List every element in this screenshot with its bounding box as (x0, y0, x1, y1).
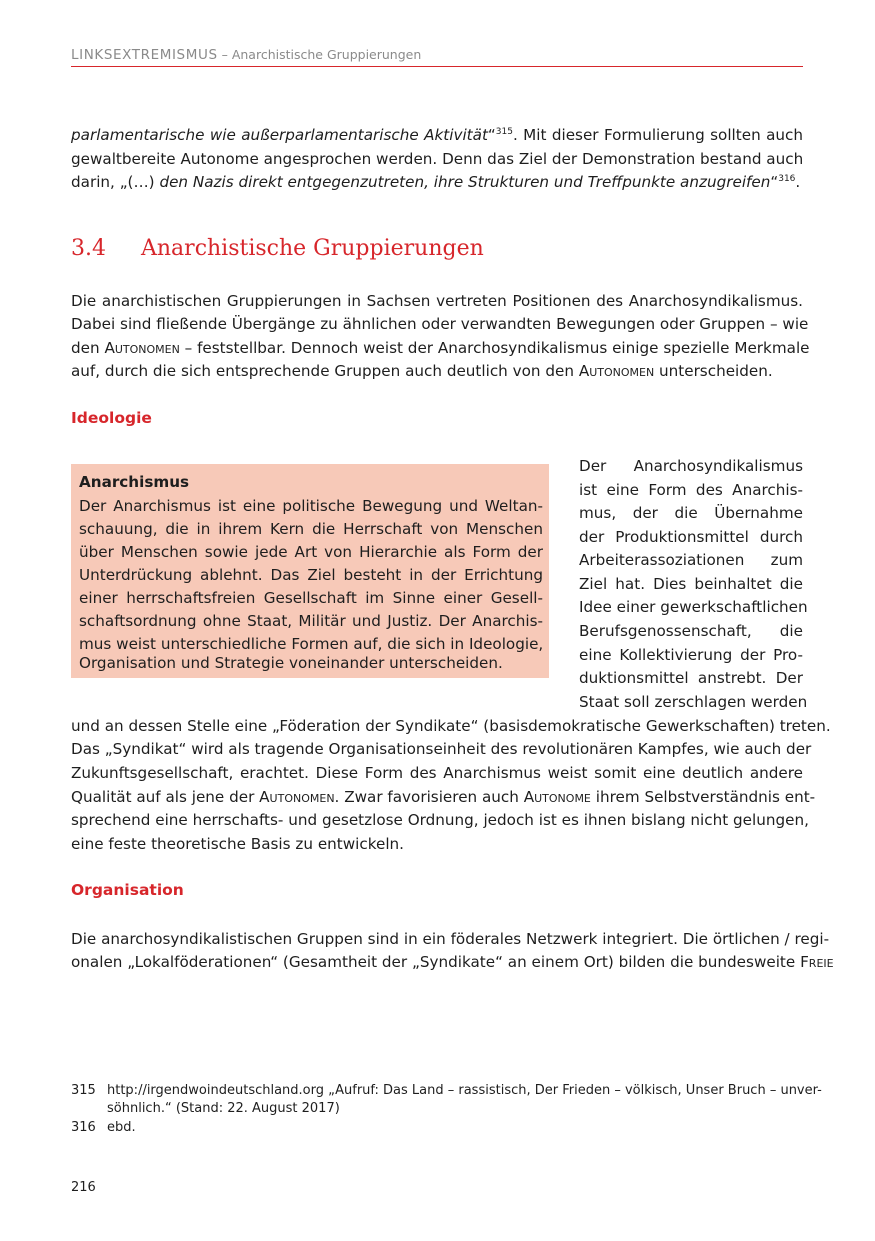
text-line: Die anarchistischen Gruppierungen in Sachsen vertreten Positionen des Anarchosyndikalismus. (71, 292, 803, 310)
section-title: Anarchistische Gruppierungen (141, 236, 484, 261)
text-line: Das „Syndikat“ wird als tragende Organisationseinheit des revolutionären Kampfes, wie auch der (71, 740, 812, 758)
text-line (71, 361, 803, 381)
text-line: duktionsmittel anstrebt. Der (579, 669, 803, 687)
footnote-ref: 316 (778, 174, 796, 184)
definition-line: über Menschen sowie jede Art von Hierarchie als Form der (79, 543, 543, 561)
section-heading (71, 236, 484, 261)
text-run: Qualität auf als jene der (71, 788, 260, 806)
quote-mark: “ (770, 173, 779, 191)
text-run: darin, „(…) (71, 173, 160, 191)
text-line: der Produktionsmittel durch (579, 528, 803, 546)
subheading-organisation: Organisation (71, 881, 184, 899)
text-line (71, 787, 816, 807)
text-line: gewaltbereite Autonome angesprochen werden. Denn das Ziel der Demonstration bestand auch (71, 150, 804, 168)
text-line: Berufsgenossenschaft, die (579, 622, 803, 640)
text-line: sprechend eine herrschafts- und gesetzlose Ordnung, jedoch ist es ihnen bislang nicht gelungen, (71, 811, 809, 829)
term-freie: Freie (800, 953, 834, 971)
text-run: ihrem Selbstverständnis ent- (590, 788, 816, 806)
text-line: Staat soll zerschlagen werden (579, 693, 808, 711)
text-line (71, 952, 834, 972)
definition-line: schauung, die in ihrem Kern die Herrschaft von Menschen (79, 520, 543, 538)
definition-box (71, 464, 549, 678)
term-autonome: Autonomen (259, 788, 335, 806)
text-line: Der Anarchosyndikalismus (579, 457, 803, 475)
definition-line: mus weist unterschiedliche Formen auf, die sich in Ideologie, (79, 635, 544, 653)
header-subtitle: Anarchistische Gruppierungen (231, 47, 422, 62)
text-line (71, 338, 810, 358)
footnote-text: söhnlich.“ (Stand: 22. August 2017) (107, 1101, 340, 1116)
footnote-number: 316 (71, 1120, 96, 1135)
text-run: auf, durch die sich entsprechende Gruppen auch deutlich von den (71, 362, 579, 380)
quote-text: den Nazis direkt entgegenzutreten, ihre Strukturen und Treffpunkte anzugreifen (159, 173, 771, 191)
text-line: Ziel hat. Dies beinhaltet die (579, 575, 803, 593)
quote-mark: “ (487, 126, 496, 144)
text-run: . (795, 173, 801, 191)
header-section: LINKSEXTREMISMUS (71, 47, 218, 63)
text-run: onalen „Lokalföderationen“ (Gesamtheit der „Syndikate“ an einem Ort) bilden die bundesweite (71, 953, 801, 971)
text-line: Zukunftsgesellschaft, erachtet. Diese Form des Anarchismus weist somit eine deutlich andere (71, 764, 803, 782)
text-run: . Mit dieser Formulierung sollten auch (512, 126, 803, 144)
text-run: unterscheiden. (654, 362, 773, 380)
text-line: eine feste theoretische Basis zu entwickeln. (71, 835, 405, 853)
text-line: eine Kollektivierung der Pro- (579, 646, 803, 664)
term-autonome: Autonomen (578, 362, 655, 380)
term-autonome: Autonome (523, 788, 591, 806)
definition-title: Anarchismus (79, 473, 190, 491)
text-line: mus, der die Übernahme (579, 504, 803, 522)
term-autonome: Autonomen (104, 339, 180, 357)
running-header (71, 44, 803, 67)
definition-line: Unterdrückung ablehnt. Das Ziel besteht in der Errichtung (79, 566, 543, 584)
footnote-number: 315 (71, 1083, 96, 1098)
text-run: . Zwar favorisieren auch (334, 788, 524, 806)
definition-line: einer herrschaftsfreien Gesellschaft im Sinne einer Gesell- (79, 589, 543, 607)
text-line: und an dessen Stelle eine „Föderation der Syndikate“ (basisdemokratische Gewerkschaften) treten. (71, 717, 831, 735)
footnote-ref: 315 (495, 127, 513, 137)
subheading-ideologie: Ideologie (71, 409, 152, 427)
text-line: Dabei sind fließende Übergänge zu ähnlichen oder verwandten Bewegungen oder Gruppen – wie (71, 315, 809, 333)
text-line: Idee einer gewerkschaftlichen (579, 598, 808, 616)
text-line: Die anarchosyndikalistischen Gruppen sind in ein föderales Netzwerk integriert. Die örtlichen / regi- (71, 930, 830, 948)
text-line: ist eine Form des Anarchis- (579, 481, 803, 499)
definition-line: Der Anarchismus ist eine politische Bewegung und Weltan- (79, 497, 543, 515)
footnote-text: http://irgendwoindeutschland.org „Aufruf: Das Land – rassistisch, Der Frieden – völkisch, Unser Bruch – unver- (107, 1083, 822, 1098)
text-line: Arbeiterassoziationen zum (579, 551, 803, 569)
quote-text: parlamentarische wie außerparlamentarische Aktivität (71, 126, 488, 144)
text-line (71, 125, 803, 145)
footnote-text: ebd. (107, 1120, 136, 1135)
text-line (71, 172, 803, 192)
header-separator: – (217, 47, 232, 62)
text-run: – feststellbar. Dennoch weist der Anarchosyndikalismus einige spezielle Merkmale (179, 339, 810, 357)
text-run: den (71, 339, 105, 357)
section-number: 3.4 (71, 236, 106, 261)
definition-line: Organisation und Strategie voneinander unterscheiden. (79, 654, 503, 672)
page-number: 216 (71, 1180, 96, 1195)
definition-line: schaftsordnung ohne Staat, Militär und Justiz. Der Anarchis- (79, 612, 543, 630)
